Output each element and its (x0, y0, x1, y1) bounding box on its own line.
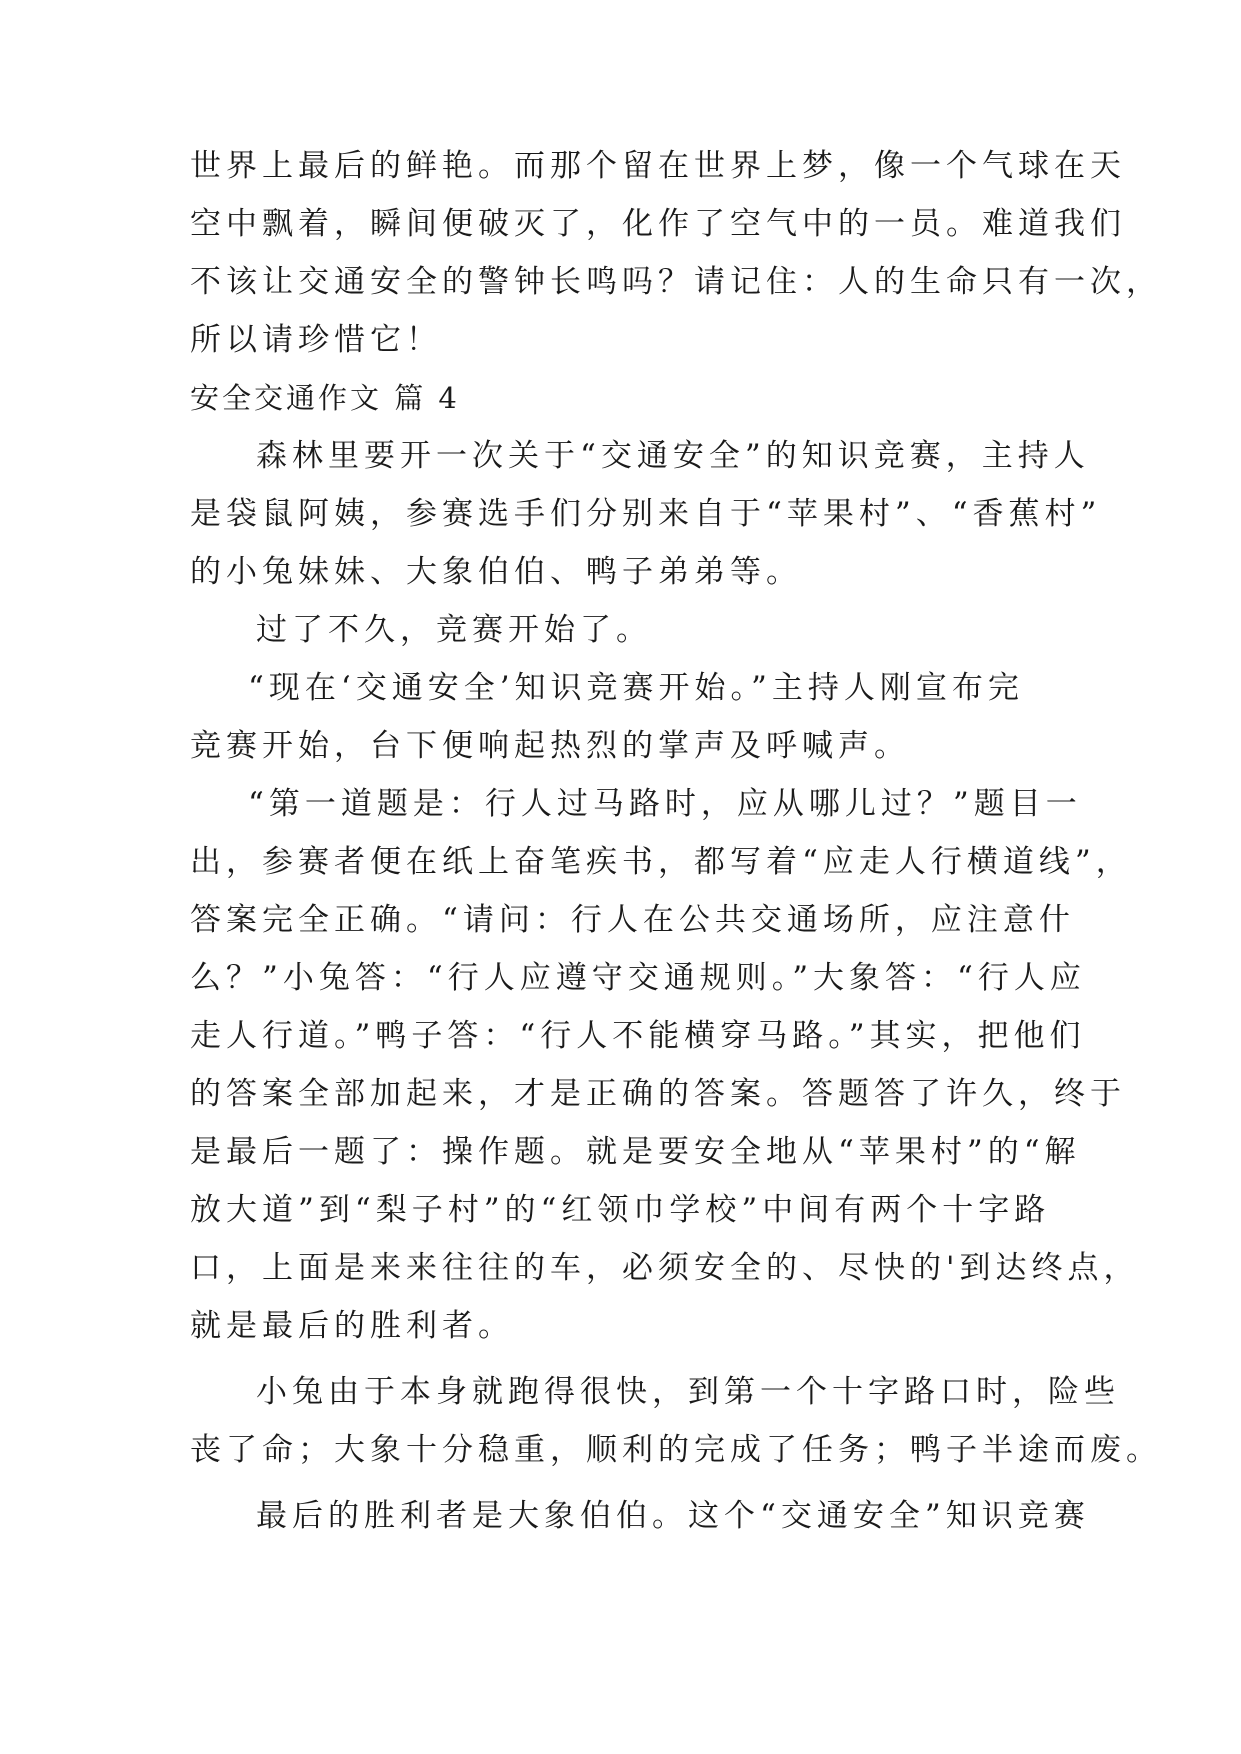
paragraph-line: 口，上面是来来往往的车，必须安全的、尽快的'到达终点， (190, 1250, 1140, 1286)
paragraph-line: 走人行道。”鸭子答：“行人不能横穿马路。”其实，把他们 (190, 1018, 1086, 1054)
paragraph-line: 世界上最后的鲜艳。而那个留在世界上梦，像一个气球在天 (190, 148, 1126, 184)
paragraph-line: 出，参赛者便在纸上奋笔疾书，都写着“应走人行横道线”， (190, 844, 1132, 880)
paragraph-line: 的答案全部加起来，才是正确的答案。答题答了许久，终于 (190, 1076, 1126, 1112)
paragraph-line: 森林里要开一次关于“交通安全”的知识竞赛，主持人 (256, 438, 1090, 474)
paragraph-line: 答案完全正确。“请问：行人在公共交通场所，应注意什 (190, 902, 1075, 938)
paragraph-line: 就是最后的胜利者。 (190, 1308, 514, 1344)
paragraph-line: 是袋鼠阿姨，参赛选手们分别来自于“苹果村”、“香蕉村” (190, 496, 1102, 532)
paragraph-line: “现在‘交通安全’知识竞赛开始。”主持人刚宣布完 (248, 670, 1024, 706)
paragraph-line: 放大道”到“梨子村”的“红领巾学校”中间有两个十字路 (190, 1192, 1051, 1228)
paragraph-line: 所以请珍惜它！ (190, 322, 442, 358)
paragraph-line: 过了不久，竞赛开始了。 (256, 612, 652, 648)
paragraph-line: 竞赛开始，台下便响起热烈的掌声及呼喊声。 (190, 728, 910, 764)
paragraph-line: 空中飘着，瞬间便破灭了，化作了空气中的一员。难道我们 (190, 206, 1126, 242)
section-heading: 安全交通作文 篇 4 (190, 381, 460, 415)
paragraph-line: 是最后一题了：操作题。就是要安全地从“苹果村”的“解 (190, 1134, 1081, 1170)
paragraph-line: 丧了命；大象十分稳重，顺利的完成了任务；鸭子半途而废。 (190, 1432, 1162, 1468)
paragraph-line: “第一道题是：行人过马路时，应从哪儿过？”题目一 (248, 786, 1082, 822)
paragraph-line: 小兔由于本身就跑得很快，到第一个十字路口时，险些 (256, 1374, 1120, 1410)
paragraph-line: 最后的胜利者是大象伯伯。这个“交通安全”知识竞赛 (256, 1498, 1090, 1534)
paragraph-line: 的小兔妹妹、大象伯伯、鸭子弟弟等。 (190, 554, 802, 590)
paragraph-line: 么？”小兔答：“行人应遵守交通规则。”大象答：“行人应 (190, 960, 1086, 996)
paragraph-line: 不该让交通安全的警钟长鸣吗？请记住：人的生命只有一次， (190, 264, 1162, 300)
